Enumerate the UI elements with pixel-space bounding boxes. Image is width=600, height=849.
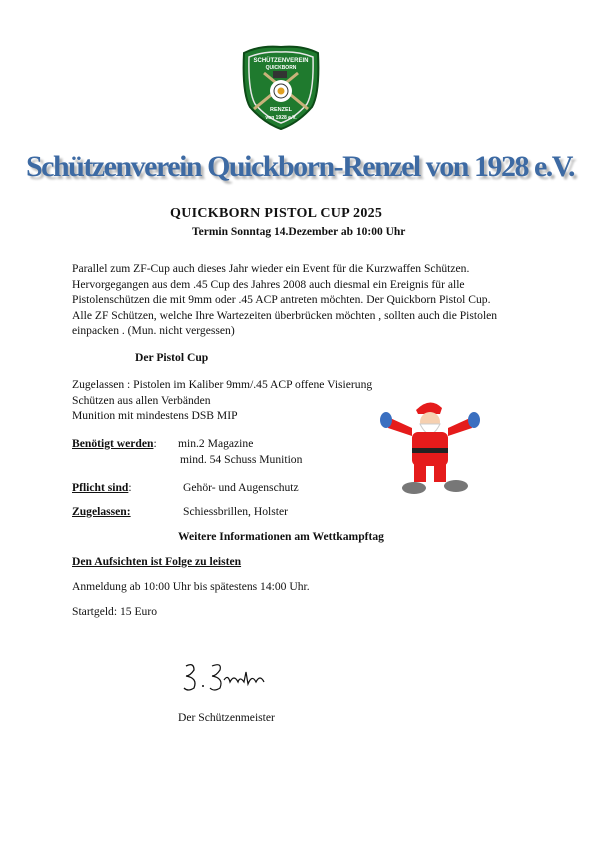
- signature-role: Der Schützenmeister: [178, 711, 275, 724]
- intro-line: Alle ZF Schützen, welche Ihre Wartezeiten überbrücken möchten , sollten auch die Pistolen: [72, 308, 498, 322]
- supervision-note: Den Aufsichten ist Folge zu leisten: [72, 555, 242, 568]
- required-label-text: Benötigt werden: [72, 437, 154, 450]
- rule-item: Munition mit mindestens DSB MIP: [72, 409, 238, 422]
- rules-list: [72, 377, 372, 424]
- section-heading: Der Pistol Cup: [135, 351, 209, 364]
- allowed-label: Zugelassen:: [72, 505, 131, 518]
- santa-illustration: [376, 398, 484, 498]
- intro-line: Parallel zum ZF-Cup auch dieses Jahr wieder ein Event für die Kurzwaffen Schützen.: [72, 262, 470, 275]
- mandatory-label: [72, 481, 132, 494]
- intro-line: Pistolenschützen die mit 9mm oder .45 ACP antreten möchten. Der Quickborn Pistol Cup.: [72, 293, 491, 307]
- logo-text-1: SCHÜTZENVEREIN: [253, 58, 309, 64]
- registration-time: Anmeldung ab 10:00 Uhr bis spätestens 14:00 Uhr.: [72, 580, 310, 593]
- required-item: mind. 54 Schuss Munition: [180, 453, 303, 466]
- required-label: [72, 437, 157, 450]
- entry-fee: Startgeld: 15 Euro: [72, 605, 158, 618]
- logo-text-3: RENZEL: [270, 107, 292, 113]
- signature: [180, 660, 275, 696]
- club-title: Schützenverein Quickborn-Renzel von 1928 e.V.: [26, 150, 575, 183]
- allowed-value: Schiessbrillen, Holster: [183, 505, 288, 518]
- mandatory-colon: :: [128, 481, 132, 494]
- intro-line: einpacken . (Mun. nicht vergessen): [72, 324, 235, 338]
- rule-item: Schützen aus allen Verbänden: [72, 393, 211, 407]
- intro-line: Hervorgegangen aus dem .45 Cup des Jahres 2008 auch diesmal ein Ereignis für alle: [72, 277, 465, 291]
- mandatory-value: Gehör- und Augenschutz: [183, 481, 299, 494]
- required-item: min.2 Magazine: [178, 437, 254, 450]
- club-logo: [240, 43, 322, 131]
- required-colon: :: [153, 437, 157, 450]
- intro-paragraph: [72, 261, 497, 339]
- more-info: Weitere Informationen am Wettkampftag: [178, 530, 384, 543]
- logo-text-4: von 1928 e.V.: [265, 115, 297, 121]
- rule-item: Zugelassen : Pistolen im Kaliber 9mm/.45 ACP offene Visierung: [72, 378, 373, 391]
- logo-text-2: QUICKBORN: [265, 65, 297, 71]
- mandatory-label-text: Pflicht sind: [72, 481, 129, 494]
- event-title: QUICKBORN PISTOL CUP 2025: [170, 206, 383, 221]
- event-date: Termin Sonntag 14.Dezember ab 10:00 Uhr: [192, 226, 406, 238]
